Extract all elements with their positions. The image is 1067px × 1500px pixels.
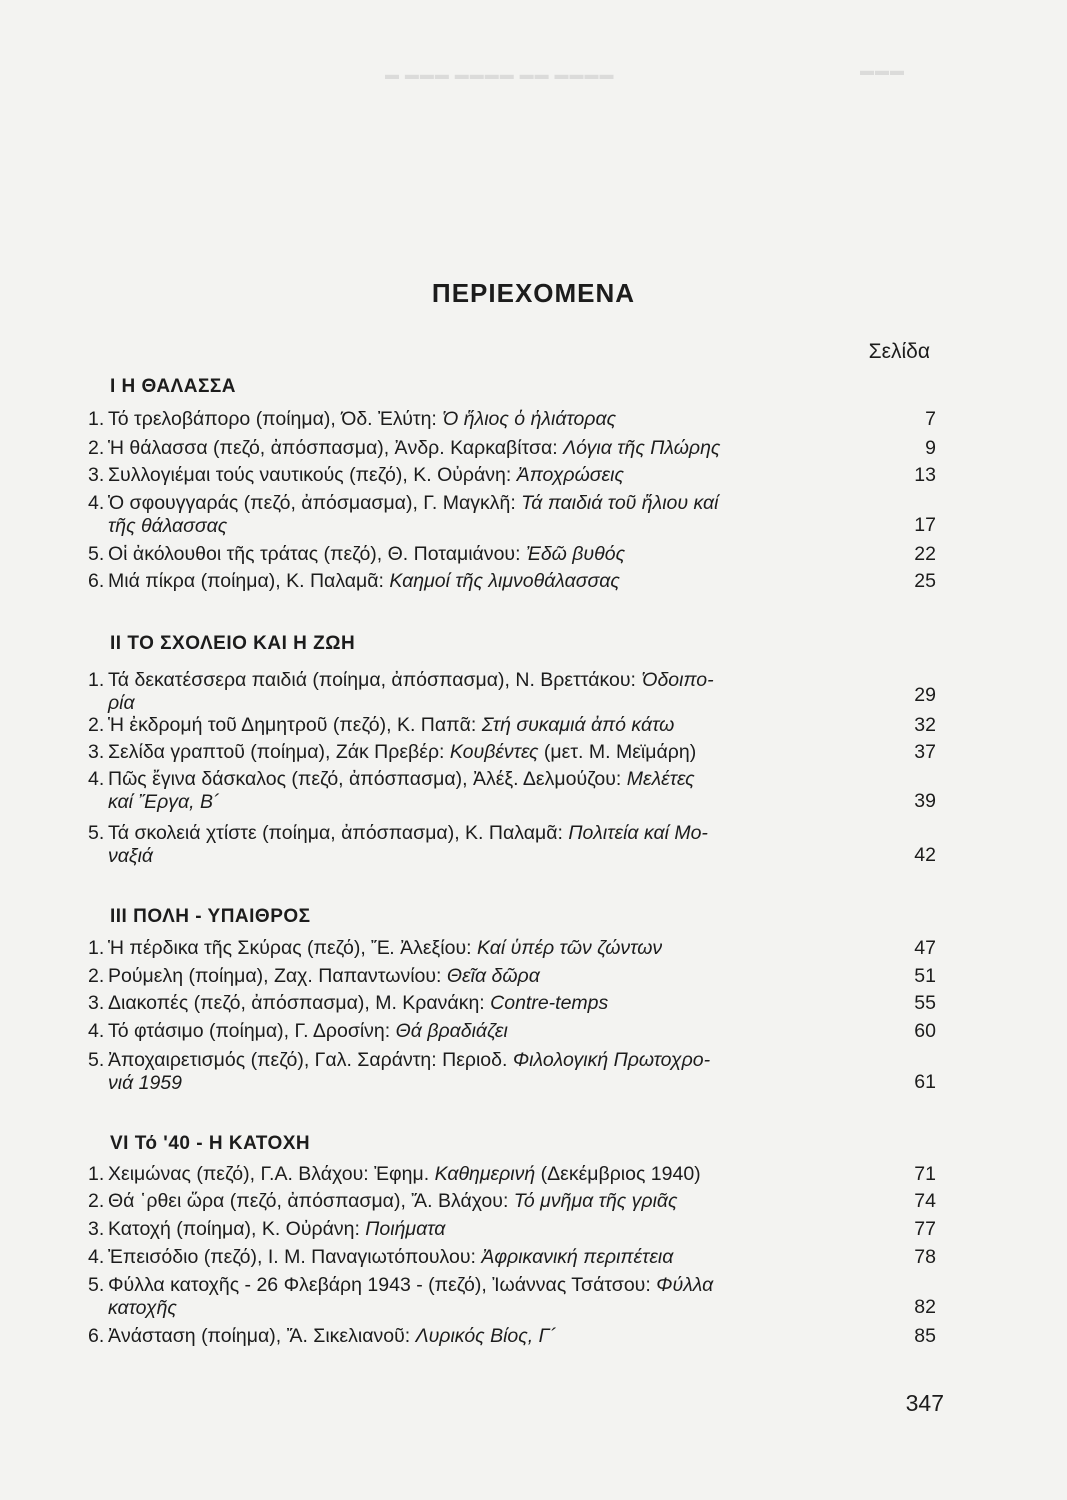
- entry-number: 4.: [88, 768, 105, 790]
- entry-text: Χειμώνας (πεζό), Γ.Α. Βλάχου: Ἐφημ. Καθημερινή (Δεκέμβριος 1940): [108, 1163, 701, 1185]
- entry-page: 42: [914, 844, 936, 866]
- entry-text: Κατοχή (ποίημα), Κ. Οὐράνη: Ποιήματα: [108, 1218, 446, 1240]
- entry-text-continued: κατοχῆς: [108, 1297, 177, 1319]
- entry-text: Ἐπεισόδιο (πεζό), Ι. Μ. Παναγιωτόπουλου: Ἀφρικανική περιπέτεια: [108, 1246, 674, 1268]
- entry-number: 6.: [88, 570, 105, 592]
- section-heading: I Η ΘΑΛΑΣΣΑ: [110, 376, 236, 397]
- entry-text-continued: τῆς θάλασσας: [108, 515, 228, 537]
- entry-page: 51: [914, 965, 936, 987]
- entry-text: Ἀποχαιρετισμός (πεζό), Γαλ. Σαράντη: Περιοδ. Φιλολογική Πρωτοχρο-: [108, 1049, 711, 1071]
- entry-page: 82: [914, 1296, 936, 1318]
- entry-page: 13: [914, 464, 936, 486]
- entry-page: 61: [914, 1071, 936, 1093]
- entry-number: 3.: [88, 1218, 105, 1240]
- bleed-through-mark: ▬ ▬▬▬ ▬▬▬▬ ▬▬ ▬▬▬▬: [385, 66, 615, 82]
- entry-number: 5.: [88, 1274, 105, 1296]
- entry-number: 2.: [88, 965, 105, 987]
- entry-number: 2.: [88, 437, 105, 459]
- entry-text-continued: καί Ἔργα, Β´: [108, 791, 220, 813]
- entry-page: 77: [914, 1218, 936, 1240]
- entry-number: 3.: [88, 464, 105, 486]
- entry-text: Μιά πίκρα (ποίημα), Κ. Παλαμᾶ: Καημοί τῆς λιμνοθάλασσας: [108, 570, 620, 592]
- entry-text: Ἀνάσταση (ποίημα), Ἄ. Σικελιανοῦ: Λυρικός Βίος, Γ´: [108, 1325, 557, 1347]
- entry-text-continued: ναξιά: [108, 845, 154, 867]
- entry-text: Σελίδα γραπτοῦ (ποίημα), Ζάκ Πρεβέρ: Κουβέντες (μετ. Μ. Μεϊμάρη): [108, 741, 697, 763]
- entry-page: 32: [914, 714, 936, 736]
- entry-number: 2.: [88, 714, 105, 736]
- section-heading: II ΤΟ ΣΧΟΛΕΙΟ ΚΑΙ Η ΖΩΗ: [110, 633, 356, 654]
- entry-number: 5.: [88, 822, 105, 844]
- entry-number: 4.: [88, 1020, 105, 1042]
- entry-number: 5.: [88, 543, 105, 565]
- entry-page: 39: [914, 790, 936, 812]
- entry-text: Τό τρελοβάπορο (ποίημα), Όδ. Ἐλύτη: Ὁ ἥλιος ὁ ἡλιάτορας: [108, 408, 617, 430]
- entry-number: 1.: [88, 408, 105, 430]
- entry-page: 85: [914, 1325, 936, 1347]
- entry-text: Οἱ ἀκόλουθοι τῆς τράτας (πεζό), Θ. Ποταμιάνου: Ἐδῶ βυθός: [108, 543, 626, 565]
- entry-page: 29: [914, 684, 936, 706]
- page-title: ΠΕΡΙΕΧΟΜΕΝΑ: [431, 278, 636, 308]
- entry-number: 4.: [88, 1246, 105, 1268]
- entry-text: Τά σκολειά χτίστε (ποίημα, ἀπόσπασμα), Κ. Παλαμᾶ: Πολιτεία καί Μο-: [108, 822, 708, 844]
- entry-page: 55: [914, 992, 936, 1014]
- entry-number: 3.: [88, 992, 105, 1014]
- entry-page: 9: [925, 437, 936, 459]
- bleed-through-mark: ▬▬▬: [860, 62, 905, 78]
- entry-text-continued: νιά 1959: [108, 1072, 183, 1094]
- entry-page: 37: [914, 741, 936, 763]
- entry-text: Πῶς ἔγινα δάσκαλος (πεζό, ἀπόσπασμα), Ἀλέξ. Δελμούζου: Μελέτες: [108, 768, 695, 790]
- entry-text: Τό φτάσιμο (ποίημα), Γ. Δροσίνη: Θά βραδιάζει: [108, 1020, 508, 1042]
- entry-page: 47: [914, 937, 936, 959]
- entry-page: 71: [914, 1163, 936, 1185]
- entry-number: 5.: [88, 1049, 105, 1071]
- entry-page: 22: [914, 543, 936, 565]
- entry-text: Ρούμελη (ποίημα), Ζαχ. Παπαντωνίου: Θεῖα δῶρα: [108, 965, 540, 987]
- entry-text: Φύλλα κατοχῆς - 26 Φλεβάρη 1943 - (πεζό), Ἰωάννας Τσάτσου: Φύλλα: [108, 1274, 714, 1296]
- entry-number: 2.: [88, 1190, 105, 1212]
- entry-text: Θά ῾ρθει ὥρα (πεζό, ἀπόσπασμα), Ἄ. Βλάχου: Τό μνῆμα τῆς γριᾶς: [108, 1190, 678, 1212]
- entry-page: 17: [914, 514, 936, 536]
- entry-number: 4.: [88, 492, 105, 514]
- entry-number: 1.: [88, 669, 105, 691]
- entry-number: 6.: [88, 1325, 105, 1347]
- entry-page: 74: [914, 1190, 936, 1212]
- entry-text: Ἡ πέρδικα τῆς Σκύρας (πεζό), Ἔ. Ἀλεξίου: Καί ὑπέρ τῶν ζώντων: [108, 937, 663, 959]
- entry-number: 1.: [88, 937, 105, 959]
- entry-page: 60: [914, 1020, 936, 1042]
- entry-page: 7: [925, 408, 936, 430]
- entry-text: Ἡ θάλασσα (πεζό, ἀπόσπασμα), Ἀνδρ. Καρκαβίτσα: Λόγια τῆς Πλώρης: [108, 437, 721, 459]
- entry-page: 78: [914, 1246, 936, 1268]
- section-heading: III ΠΟΛΗ - ΥΠΑΙΘΡΟΣ: [110, 906, 311, 927]
- section-heading: VI Τό '40 - Η ΚΑΤΟΧΗ: [110, 1133, 311, 1154]
- entry-text-continued: ρία: [108, 692, 135, 714]
- entry-text: Τά δεκατέσσερα παιδιά (ποίημα, ἀπόσπασμα), Ν. Βρεττάκου: Ὁδοιπο-: [108, 669, 714, 691]
- entry-text: Ὁ σφουγγαράς (πεζό, ἀπόσμασμα), Γ. Μαγκλῆ: Τά παιδιά τοῦ ἥλιου καί: [108, 492, 719, 514]
- entry-text: Ἡ ἐκδρομή τοῦ Δημητροῦ (πεζό), Κ. Παπᾶ: Στή συκαμιά ἀπό κάτω: [108, 714, 675, 736]
- entry-number: 1.: [88, 1163, 105, 1185]
- entry-page: 25: [914, 570, 936, 592]
- page-number: 347: [905, 1390, 944, 1416]
- entry-text: Διακοπές (πεζό, ἀπόσπασμα), Μ. Κρανάκη: Contre-temps: [108, 992, 609, 1014]
- entry-number: 3.: [88, 741, 105, 763]
- page-column-label: Σελίδα: [868, 340, 930, 363]
- entry-text: Συλλογιέμαι τούς ναυτικούς (πεζό), Κ. Οὐράνη: Ἀποχρώσεις: [108, 464, 624, 486]
